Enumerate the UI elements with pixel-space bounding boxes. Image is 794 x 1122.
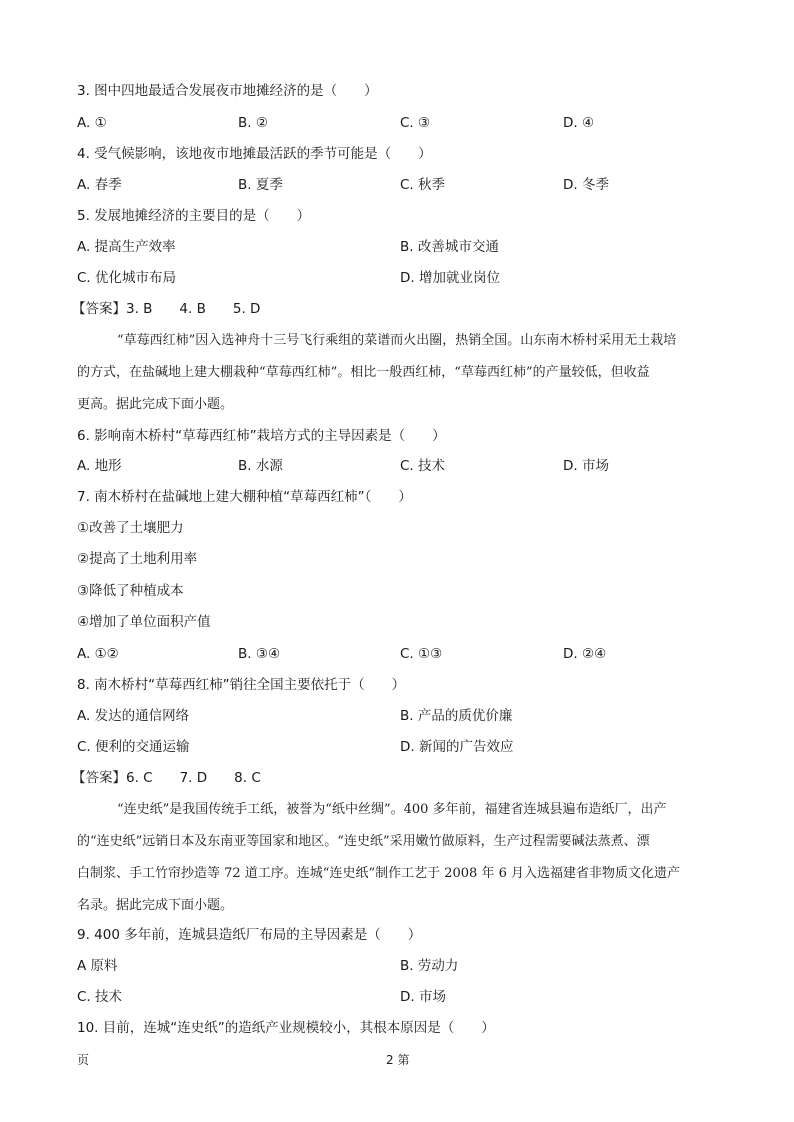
q6-option-c: C. 技术 [400, 458, 446, 474]
q7-item-2: ②提高了土地利用率 [77, 551, 198, 567]
q7-item-1: ①改善了土壤肥力 [77, 520, 184, 536]
passage-3-line-1: “连史纸”是我国传统手工纸，被誉为“纸中丝绸”。400 多年前，福建省连城县遍布造纸厂，出产 [117, 802, 667, 817]
question-7-stem: 7. 南木桥村在盐碱地上建大棚种植“草莓西红柿”（ ） [77, 489, 412, 505]
q7-option-d: D. ②④ [563, 646, 607, 662]
q4-option-c: C. 秋季 [400, 177, 446, 193]
question-6-stem: 6. 影响南木桥村“草莓西红柿”栽培方式的主导因素是（ ） [77, 428, 446, 444]
q6-option-b: B. 水源 [238, 458, 283, 474]
q9-option-a: A 原料 [77, 958, 118, 974]
q8-option-a: A. 发达的通信网络 [77, 708, 190, 724]
q3-option-c: C. ③ [400, 115, 431, 131]
passage-3-line-2: 的“连史纸”远销日本及东南亚等国家和地区。“连史纸”采用嫩竹做原料，生产过程需要碱法蒸煮、漂 [77, 834, 650, 849]
q5-option-a: A. 提高生产效率 [77, 239, 176, 255]
passage-2-line-1: “草莓西红柿”因入选神舟十三号飞行乘组的菜谱而火出圈，热销全国。山东南木桥村采用无土栽培 [117, 333, 677, 348]
q9-option-c: C. 技术 [77, 989, 123, 1005]
question-10-stem: 10. 目前，连城“连史纸”的造纸产业规模较小，其根本原因是（ ） [77, 1020, 495, 1036]
q8-option-d: D. 新闻的广告效应 [400, 739, 514, 755]
q4-option-a: A. 春季 [77, 177, 122, 193]
question-8-stem: 8. 南木桥村“草莓西红柿”销往全国主要依托于（ ） [77, 677, 406, 693]
q3-option-a: A. ① [77, 115, 107, 131]
q7-item-4: ④增加了单位面积产值 [77, 614, 211, 630]
q4-option-b: B. 夏季 [238, 177, 283, 193]
q9-option-d: D. 市场 [400, 989, 446, 1005]
q9-option-b: B. 劳动力 [400, 958, 459, 974]
q8-option-c: C. 便利的交通运输 [77, 739, 190, 755]
q7-option-b: B. ③④ [238, 646, 281, 662]
q6-option-a: A. 地形 [77, 458, 122, 474]
question-9-stem: 9. 400 多年前，连城县造纸厂布局的主导因素是（ ） [77, 927, 422, 943]
q5-option-d: D. 增加就业岗位 [400, 270, 500, 286]
q7-option-c: C. ①③ [400, 646, 443, 662]
q8-option-b: B. 产品的质优价廉 [400, 708, 513, 724]
question-3-stem: 3. 图中四地最适合发展夜市地摊经济的是（ ） [77, 83, 378, 99]
q7-option-a: A. ①② [77, 646, 119, 662]
footer-page-label: 页 [77, 1053, 90, 1067]
q3-option-d: D. ④ [563, 115, 595, 131]
question-4-stem: 4. 受气候影响，该地夜市地摊最活跃的季节可能是（ ） [77, 146, 432, 162]
q5-option-c: C. 优化城市布局 [77, 270, 177, 286]
question-5-stem: 5. 发展地摊经济的主要目的是（ ） [77, 208, 311, 224]
q4-option-d: D. 冬季 [563, 177, 609, 193]
passage-2-line-2: 的方式，在盐碱地上建大棚栽种“草莓西红柿”。相比一般西红柿，“草莓西红柿”的产量较低，但收益 [77, 365, 650, 380]
passage-2-line-3: 更高。据此完成下面小题。 [77, 397, 234, 412]
passage-3-line-4: 名录。据此完成下面小题。 [77, 898, 234, 913]
footer-page-number: 2 第 [386, 1053, 410, 1067]
answer-block-2: 【答案】6. C 7. D 8. C [72, 770, 261, 786]
passage-3-line-3: 白制浆、手工竹帘抄造等 72 道工序。连城“连史纸”制作工艺于 2008 年 6 月入选福建省非物质文化遗产 [77, 866, 680, 881]
q3-option-b: B. ② [238, 115, 268, 131]
q6-option-d: D. 市场 [563, 458, 609, 474]
q7-item-3: ③降低了种植成本 [77, 583, 184, 599]
q5-option-b: B. 改善城市交通 [400, 239, 499, 255]
answer-block-1: 【答案】3. B 4. B 5. D [72, 301, 261, 317]
